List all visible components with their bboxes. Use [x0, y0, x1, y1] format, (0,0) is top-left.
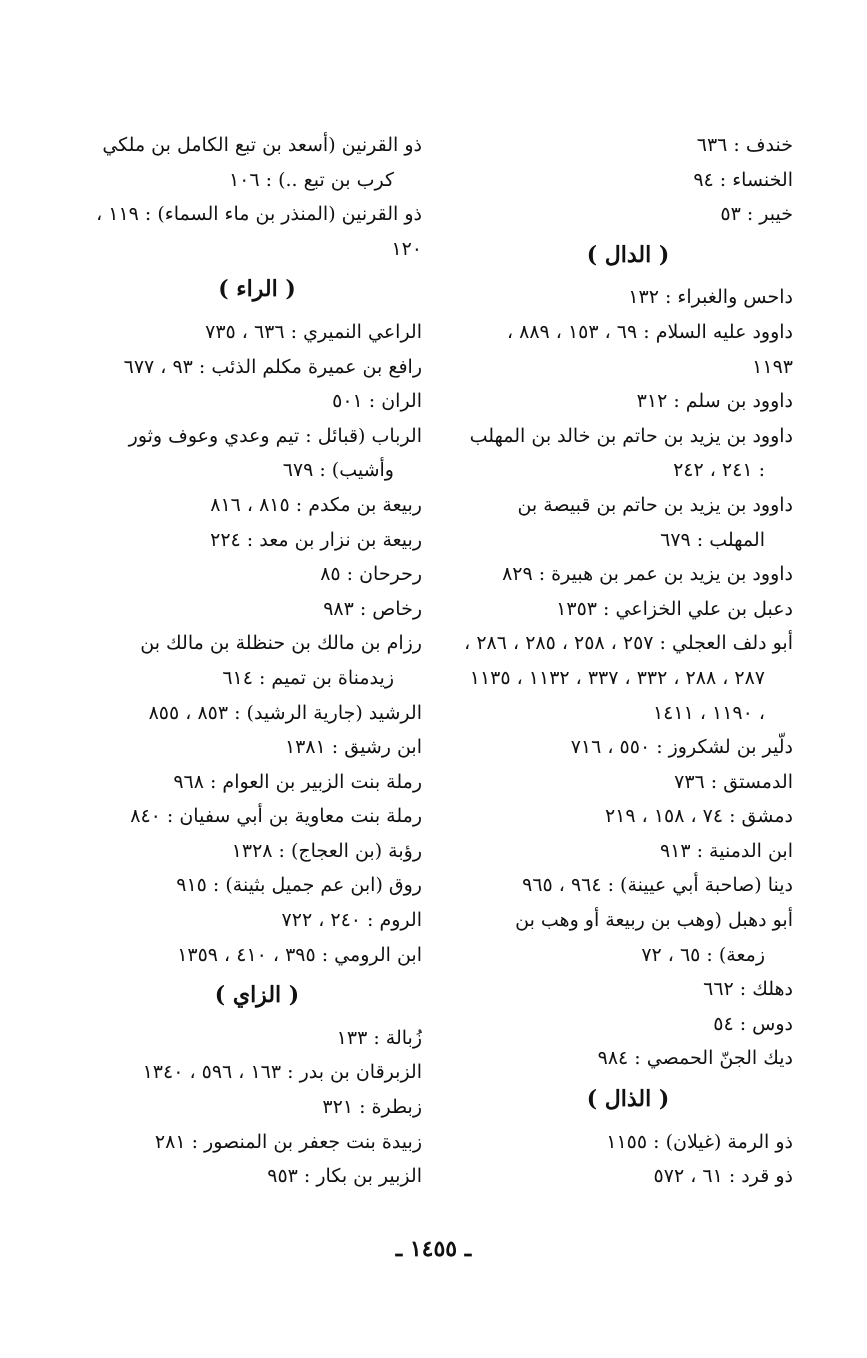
index-entry: ربيعة بن نزار بن معد : ٢٢٤ — [210, 528, 422, 551]
index-entry: دهلك : ٦٦٢ — [703, 978, 793, 1001]
index-entry: رملة بنت الزبير بن العوام : ٩٦٨ — [173, 770, 422, 793]
left-column — [92, 128, 422, 1194]
index-entry: ذو الرمة (غيلان) : ١١٥٥ — [606, 1130, 793, 1153]
section-heading-zay: ( الزاي ) — [214, 982, 300, 1009]
index-entry: الزبير بن بكار : ٩٥٣ — [267, 1165, 422, 1188]
section-heading-dal: ( الدال ) — [586, 241, 670, 268]
section-heading-ra: ( الراء ) — [218, 276, 296, 303]
index-entry: الرباب (قبائل : تيم وعدي وعوف وثور وأشيب) : ٦٧٩ — [128, 424, 422, 482]
index-entry: ذو قرد : ٦١ ، ٥٧٢ — [653, 1165, 793, 1188]
index-entry: دعبل بن علي الخزاعي : ١٣٥٣ — [556, 597, 793, 620]
index-entry: ابن الرومي : ٣٩٥ ، ٤١٠ ، ١٣٥٩ — [177, 943, 422, 966]
page-number: ـ ١٤٥٥ ـ — [395, 1236, 472, 1262]
index-entry: رخاص : ٩٨٣ — [323, 597, 422, 620]
index-entry: أبو دلف العجلي : ٢٥٧ ، ٢٥٨ ، ٢٨٥ ، ٢٨٦ ، ٢٨٧ ، ٢٨٨ ، ٣٣٢ ، ٣٣٧ ، ١١٣٢ ، ١١٣٥ ، ١١٩٠ ، ١٤١١ — [464, 632, 793, 724]
index-entry: رافع بن عميرة مكلم الذئب : ٩٣ ، ٦٧٧ — [123, 355, 422, 378]
index-entry: ذو القرنين (أسعد بن تبع الكامل بن ملكي كرب بن تبع ..) : ١٠٦ — [102, 134, 422, 191]
index-entry: ابن الدمنية : ٩١٣ — [659, 839, 793, 862]
index-entry: زبيدة بنت جعفر بن المنصور : ٢٨١ — [154, 1130, 422, 1153]
index-entry: داوود بن سلم : ٣١٢ — [636, 390, 793, 413]
index-entry: روق (ابن عم جميل بثينة) : ٩١٥ — [176, 874, 422, 897]
index-entry: زبطرة : ٣٢١ — [322, 1096, 422, 1119]
index-entry: ربيعة بن مكدم : ٨١٥ ، ٨١٦ — [210, 493, 422, 516]
index-entry: ابن رشيق : ١٣٨١ — [284, 736, 422, 759]
index-entry: الرشيد (جارية الرشيد) : ٨٥٣ ، ٨٥٥ — [148, 701, 422, 724]
index-entry: ذو القرنين (المنذر بن ماء السماء) : ١١٩ ، ١٢٠ — [96, 203, 422, 260]
index-entry: داوود بن يزيد بن حاتم بن خالد بن المهلب : ٢٤١ ، ٢٤٢ — [469, 424, 793, 482]
index-entry: داوود بن يزيد بن حاتم بن قبيصة بن المهلب : ٦٧٩ — [517, 493, 793, 551]
index-entry: دلّير بن لشكروز : ٥٥٠ ، ٧١٦ — [570, 736, 793, 759]
index-entry: الدمستق : ٧٣٦ — [674, 770, 793, 793]
index-entry: رحرحان : ٨٥ — [320, 563, 422, 586]
section-heading-dhal: ( الذال ) — [586, 1086, 670, 1113]
index-entry: داوود عليه السلام : ٦٩ ، ١٥٣ ، ٨٨٩ ، ١١٩٣ — [506, 320, 793, 378]
index-entry: الزبرقان بن بدر : ١٦٣ ، ٥٩٦ ، ١٣٤٠ — [142, 1061, 422, 1084]
right-column — [463, 128, 793, 1194]
index-entry: الروم : ٢٤٠ ، ٧٢٢ — [281, 909, 422, 932]
index-entry: دوس : ٥٤ — [713, 1012, 793, 1035]
index-entry: الران : ٥٠١ — [332, 390, 422, 413]
index-entry: خندف : ٦٣٦ — [696, 134, 793, 156]
index-entry: دمشق : ٧٤ ، ١٥٨ ، ٢١٩ — [604, 805, 793, 828]
index-entry: رزام بن مالك بن حنظلة بن مالك بن زيدمناة بن تميم : ٦١٤ — [140, 632, 422, 689]
index-entry: رؤبة (بن العجاج) : ١٣٢٨ — [231, 839, 422, 862]
index-entry: ديك الجنّ الحمصي : ٩٨٤ — [597, 1047, 793, 1070]
index-entry: داوود بن يزيد بن عمر بن هبيرة : ٨٢٩ — [502, 563, 793, 586]
index-entry: داحس والغبراء : ١٣٢ — [628, 286, 793, 309]
index-entry: رملة بنت معاوية بن أبي سفيان : ٨٤٠ — [130, 805, 422, 828]
index-entry: خيبر : ٥٣ — [720, 203, 793, 226]
index-entry: دينا (صاحبة أبي عيينة) : ٩٦٤ ، ٩٦٥ — [522, 874, 793, 897]
index-entry: الخنساء : ٩٤ — [693, 168, 793, 191]
index-entry: أبو دهبل (وهب بن ربيعة أو وهب بن زمعة) : ٦٥ ، ٧٢ — [515, 909, 793, 966]
index-entry: الراعي النميري : ٦٣٦ ، ٧٣٥ — [205, 320, 422, 343]
index-entry: زُبالة : ١٣٣ — [336, 1026, 422, 1049]
